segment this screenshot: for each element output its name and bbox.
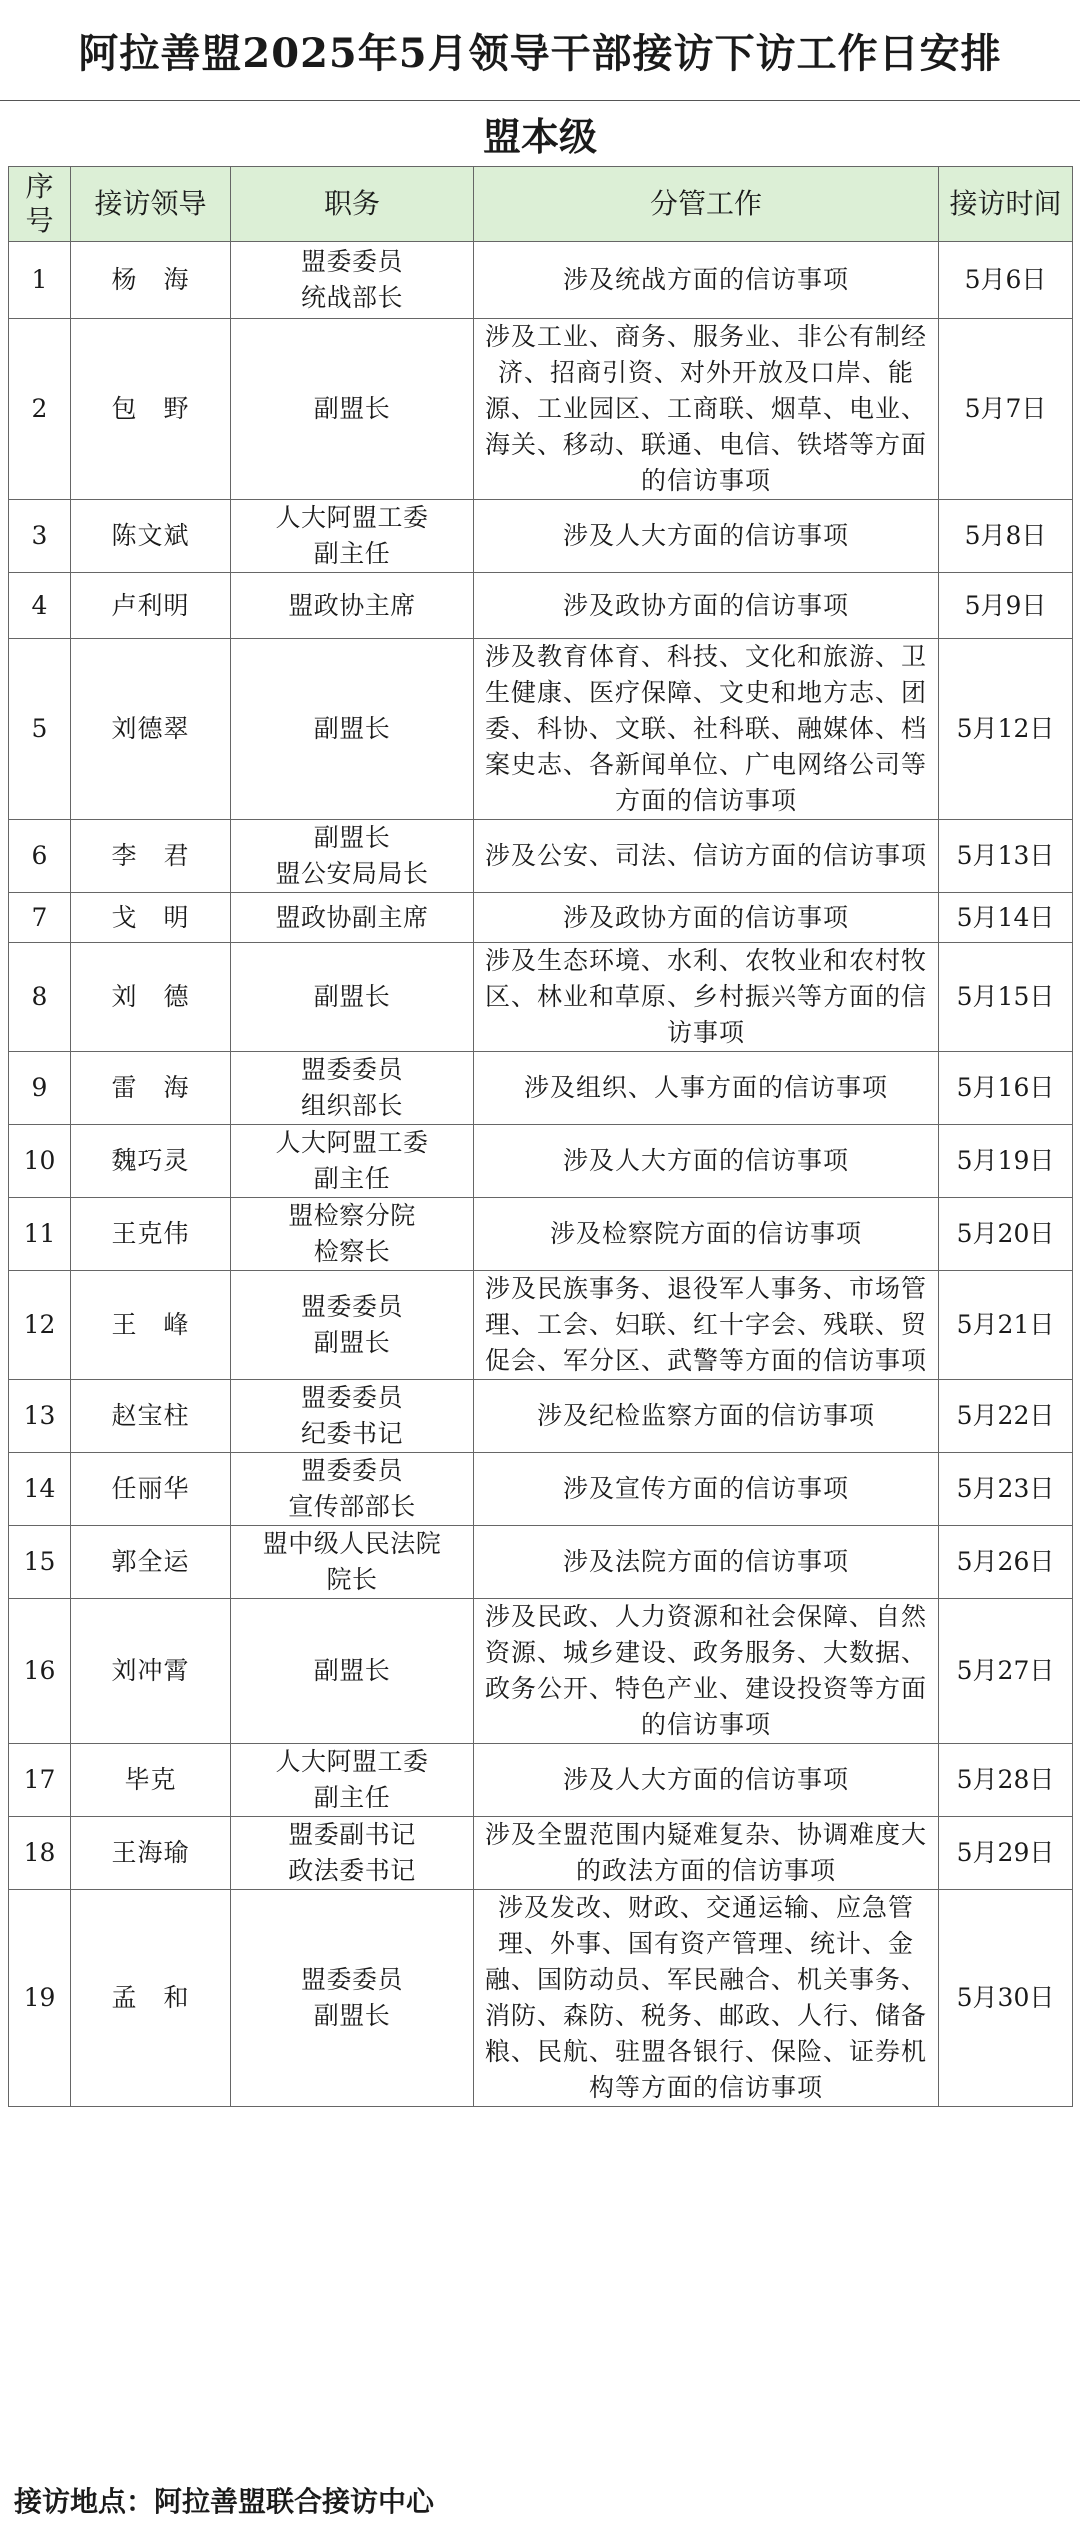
- row-number: 4: [9, 573, 71, 639]
- work-scope: 涉及生态环境、水利、农牧业和农村牧区、林业和草原、乡村振兴等方面的信访事项: [474, 943, 939, 1052]
- leader-name: 王克伟: [71, 1198, 231, 1271]
- leader-duty: 盟政协副主席: [231, 893, 474, 943]
- work-scope: 涉及民族事务、退役军人事务、市场管理、工会、妇联、红十字会、残联、贸促会、军分区、武警等方面的信访事项: [474, 1271, 939, 1380]
- visit-date: 5月29日: [939, 1817, 1073, 1890]
- row-number: 6: [9, 820, 71, 893]
- leader-name: 郭全运: [71, 1526, 231, 1599]
- leader-duty: 盟委委员 纪委书记: [231, 1380, 474, 1453]
- leader-duty: 盟委委员 副盟长: [231, 1271, 474, 1380]
- leader-name: 戈 明: [71, 893, 231, 943]
- leader-name: 刘 德: [71, 943, 231, 1052]
- table-row: [9, 1198, 1073, 1271]
- visit-date: 5月7日: [939, 319, 1073, 500]
- table-row: [9, 319, 1073, 500]
- work-scope: 涉及公安、司法、信访方面的信访事项: [474, 820, 939, 893]
- work-scope: 涉及宣传方面的信访事项: [474, 1453, 939, 1526]
- leader-name: 刘德翠: [71, 639, 231, 820]
- leader-duty: 副盟长: [231, 1599, 474, 1744]
- header-no: 序号: [9, 167, 71, 242]
- leader-duty: 副盟长 盟公安局局长: [231, 820, 474, 893]
- table-row: [9, 1599, 1073, 1744]
- leader-duty: 副盟长: [231, 943, 474, 1052]
- leader-duty: 盟委委员 副盟长: [231, 1890, 474, 2107]
- row-number: 8: [9, 943, 71, 1052]
- row-number: 19: [9, 1890, 71, 2107]
- row-number: 17: [9, 1744, 71, 1817]
- header-work: 分管工作: [474, 167, 939, 242]
- leader-name: 刘冲霄: [71, 1599, 231, 1744]
- row-number: 7: [9, 893, 71, 943]
- leader-name: 魏巧灵: [71, 1125, 231, 1198]
- work-scope: 涉及检察院方面的信访事项: [474, 1198, 939, 1271]
- leader-name: 李 君: [71, 820, 231, 893]
- leader-name: 卢利明: [71, 573, 231, 639]
- table-row: [9, 1453, 1073, 1526]
- row-number: 9: [9, 1052, 71, 1125]
- table-row: [9, 1817, 1073, 1890]
- table-row: [9, 242, 1073, 319]
- work-scope: 涉及人大方面的信访事项: [474, 500, 939, 573]
- row-number: 10: [9, 1125, 71, 1198]
- visit-date: 5月9日: [939, 573, 1073, 639]
- leader-duty: 盟检察分院 检察长: [231, 1198, 474, 1271]
- leader-name: 杨 海: [71, 242, 231, 319]
- table-row: [9, 1380, 1073, 1453]
- visit-date: 5月6日: [939, 242, 1073, 319]
- work-scope: 涉及纪检监察方面的信访事项: [474, 1380, 939, 1453]
- visit-date: 5月12日: [939, 639, 1073, 820]
- visit-date: 5月19日: [939, 1125, 1073, 1198]
- row-number: 13: [9, 1380, 71, 1453]
- row-number: 11: [9, 1198, 71, 1271]
- leader-name: 陈文斌: [71, 500, 231, 573]
- table-row: [9, 893, 1073, 943]
- footer-location: 接访地点：阿拉善盟联合接访中心: [14, 2485, 435, 2518]
- row-number: 16: [9, 1599, 71, 1744]
- visit-date: 5月21日: [939, 1271, 1073, 1380]
- leader-duty: 人大阿盟工委 副主任: [231, 1125, 474, 1198]
- table-row: [9, 1271, 1073, 1380]
- leader-duty: 盟委委员 统战部长: [231, 242, 474, 319]
- table-row: [9, 820, 1073, 893]
- row-number: 15: [9, 1526, 71, 1599]
- leader-name: 任丽华: [71, 1453, 231, 1526]
- leader-duty: 盟委副书记 政法委书记: [231, 1817, 474, 1890]
- leader-duty: 副盟长: [231, 639, 474, 820]
- leader-name: 雷 海: [71, 1052, 231, 1125]
- work-scope: 涉及人大方面的信访事项: [474, 1744, 939, 1817]
- work-scope: 涉及教育体育、科技、文化和旅游、卫生健康、医疗保障、文史和地方志、团委、科协、文联、社科联、融媒体、档案史志、各新闻单位、广电网络公司等方面的信访事项: [474, 639, 939, 820]
- table-row: [9, 1526, 1073, 1599]
- leader-duty: 副盟长: [231, 319, 474, 500]
- visit-date: 5月22日: [939, 1380, 1073, 1453]
- work-scope: 涉及政协方面的信访事项: [474, 893, 939, 943]
- leader-name: 王海瑜: [71, 1817, 231, 1890]
- visit-date: 5月28日: [939, 1744, 1073, 1817]
- table-row: [9, 1890, 1073, 2107]
- visit-date: 5月15日: [939, 943, 1073, 1052]
- visit-date: 5月26日: [939, 1526, 1073, 1599]
- leader-duty: 盟委委员 宣传部部长: [231, 1453, 474, 1526]
- leader-name: 孟 和: [71, 1890, 231, 2107]
- row-number: 2: [9, 319, 71, 500]
- row-number: 3: [9, 500, 71, 573]
- row-number: 12: [9, 1271, 71, 1380]
- header-date: 接访时间: [939, 167, 1073, 242]
- work-scope: 涉及民政、人力资源和社会保障、自然资源、城乡建设、政务服务、大数据、政务公开、特色产业、建设投资等方面的信访事项: [474, 1599, 939, 1744]
- work-scope: 涉及发改、财政、交通运输、应急管理、外事、国有资产管理、统计、金融、国防动员、军民融合、机关事务、消防、森防、税务、邮政、人行、储备粮、民航、驻盟各银行、保险、证券机构等方面的信访事项: [474, 1890, 939, 2107]
- leader-duty: 人大阿盟工委 副主任: [231, 1744, 474, 1817]
- visit-date: 5月14日: [939, 893, 1073, 943]
- visit-date: 5月30日: [939, 1890, 1073, 2107]
- row-number: 1: [9, 242, 71, 319]
- visit-date: 5月23日: [939, 1453, 1073, 1526]
- table-row: [9, 1052, 1073, 1125]
- row-number: 14: [9, 1453, 71, 1526]
- leader-name: 包 野: [71, 319, 231, 500]
- leader-name: 赵宝柱: [71, 1380, 231, 1453]
- schedule-table: [8, 166, 1073, 2107]
- page-title: 阿拉善盟2025年5月领导干部接访下访工作日安排: [0, 0, 1080, 101]
- table-row: [9, 1125, 1073, 1198]
- table-row: [9, 639, 1073, 820]
- work-scope: 涉及工业、商务、服务业、非公有制经济、招商引资、对外开放及口岸、能源、工业园区、工商联、烟草、电业、海关、移动、联通、电信、铁塔等方面的信访事项: [474, 319, 939, 500]
- work-scope: 涉及法院方面的信访事项: [474, 1526, 939, 1599]
- leader-duty: 盟中级人民法院 院长: [231, 1526, 474, 1599]
- table-row: [9, 500, 1073, 573]
- header-leader: 接访领导: [71, 167, 231, 242]
- visit-date: 5月20日: [939, 1198, 1073, 1271]
- leader-name: 王 峰: [71, 1271, 231, 1380]
- work-scope: 涉及全盟范围内疑难复杂、协调难度大的政法方面的信访事项: [474, 1817, 939, 1890]
- table-row: [9, 1744, 1073, 1817]
- table-header-row: [9, 167, 1073, 242]
- header-duty: 职务: [231, 167, 474, 242]
- leader-duty: 盟政协主席: [231, 573, 474, 639]
- visit-date: 5月16日: [939, 1052, 1073, 1125]
- work-scope: 涉及人大方面的信访事项: [474, 1125, 939, 1198]
- leader-duty: 盟委委员 组织部长: [231, 1052, 474, 1125]
- table-row: [9, 573, 1073, 639]
- leader-duty: 人大阿盟工委 副主任: [231, 500, 474, 573]
- table-row: [9, 943, 1073, 1052]
- row-number: 5: [9, 639, 71, 820]
- row-number: 18: [9, 1817, 71, 1890]
- visit-date: 5月8日: [939, 500, 1073, 573]
- work-scope: 涉及组织、人事方面的信访事项: [474, 1052, 939, 1125]
- work-scope: 涉及政协方面的信访事项: [474, 573, 939, 639]
- leader-name: 毕克: [71, 1744, 231, 1817]
- visit-date: 5月27日: [939, 1599, 1073, 1744]
- work-scope: 涉及统战方面的信访事项: [474, 242, 939, 319]
- visit-date: 5月13日: [939, 820, 1073, 893]
- page-subtitle: 盟本级: [482, 113, 597, 159]
